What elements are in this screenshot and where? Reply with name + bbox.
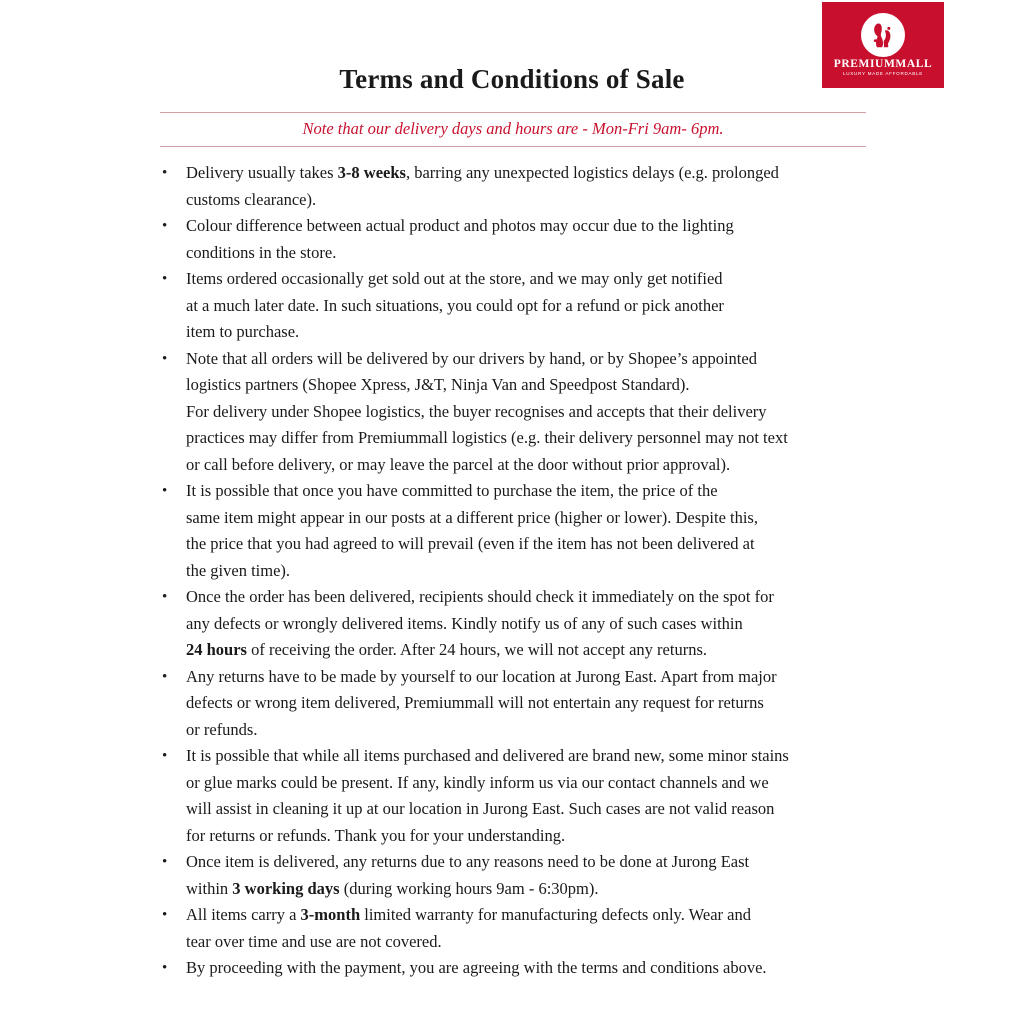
terms-list-item — [150, 478, 880, 584]
terms-list — [150, 160, 880, 982]
terms-line: the price that you had agreed to will prevail (even if the item has not been delivered at — [186, 534, 755, 553]
terms-line: • Colour difference between actual product and photos may occur due to the lighting — [186, 216, 734, 235]
terms-line: • Any returns have to be made by yourself to our location at Jurong East. Apart from major — [186, 666, 777, 686]
delivery-notice-band — [160, 112, 866, 147]
terms-line: • Once the order has been delivered, recipients should check it immediately on the spot for — [186, 587, 774, 606]
terms-line: or refunds. — [186, 719, 258, 739]
terms-list-item — [150, 955, 880, 982]
terms-list-item — [150, 664, 880, 744]
terms-line: same item might appear in our posts at a different price (higher or lower). Despite this, — [186, 507, 758, 527]
terms-content — [150, 160, 880, 982]
terms-line: the given time). — [186, 560, 291, 580]
terms-line: any defects or wrongly delivered items. Kindly notify us of any of such cases within — [186, 613, 743, 633]
terms-line: at a much later date. In such situations, you could opt for a refund or pick another — [186, 295, 724, 315]
terms-line: • All items carry a 3-month limited warranty for manufacturing defects only. Wear and — [186, 905, 752, 924]
terms-line: defects or wrong item delivered, Premiummall will not entertain any request for returns — [186, 693, 764, 712]
terms-line: • Items ordered occasionally get sold out at the store, and we may only get notified — [186, 269, 723, 288]
terms-line: will assist in cleaning it up at our location in Jurong East. Such cases are not valid reason — [186, 799, 775, 818]
terms-line: or glue marks could be present. If any, kindly inform us via our contact channels and we — [186, 772, 769, 792]
dog-and-cat-icon — [861, 13, 905, 57]
emphasis-text: 3-8 weeks — [337, 163, 406, 182]
terms-line: customs clearance). — [186, 189, 317, 209]
terms-list-item — [150, 266, 880, 346]
terms-list-item — [150, 160, 880, 213]
terms-line: or call before delivery, or may leave the parcel at the door without prior approval). — [186, 454, 731, 474]
emphasis-text: 3-month — [300, 905, 361, 924]
terms-list-item — [150, 213, 880, 266]
emphasis-text: 24 hours — [186, 640, 247, 659]
terms-line: conditions in the store. — [186, 242, 337, 262]
terms-line: within 3 working days (during working hours 9am - 6:30pm). — [186, 878, 599, 898]
terms-line: • Once item is delivered, any returns due to any reasons need to be done at Jurong East — [186, 852, 750, 871]
terms-list-item — [150, 584, 880, 664]
divider-bottom — [160, 146, 866, 147]
terms-list-item — [150, 902, 880, 955]
page-title: Terms and Conditions of Sale — [339, 64, 685, 94]
terms-list-item — [150, 849, 880, 902]
terms-line: for returns or refunds. Thank you for your understanding. — [186, 825, 566, 845]
terms-line: tear over time and use are not covered. — [186, 931, 442, 951]
emphasis-text: 3 working days — [232, 878, 340, 898]
terms-line: • Delivery usually takes 3-8 weeks, barring any unexpected logistics delays (e.g. prolonged — [186, 163, 779, 182]
terms-line: • Note that all orders will be delivered by our drivers by hand, or by Shopee’s appointed — [186, 348, 757, 368]
terms-line: item to purchase. — [186, 322, 300, 341]
terms-line: • It is possible that while all items purchased and delivered are brand new, some minor stains — [186, 746, 789, 765]
terms-line: 24 hours of receiving the order. After 24 hours, we will not accept any returns. — [186, 640, 708, 659]
terms-line: logistics partners (Shopee Xpress, J&T, Ninja Van and Speedpost Standard). — [186, 375, 690, 394]
delivery-notice-text: Note that our delivery days and hours are - Mon-Fri 9am- 6pm. — [302, 119, 724, 138]
terms-line: practices may differ from Premiummall logistics (e.g. their delivery personnel may not text — [186, 428, 788, 447]
terms-line: For delivery under Shopee logistics, the buyer recognises and accepts that their delivery — [186, 401, 767, 421]
logo-wordmark: PREMIUMMALL — [833, 57, 933, 70]
terms-list-item — [150, 743, 880, 849]
terms-line: • It is possible that once you have committed to purchase the item, the price of the — [186, 481, 718, 500]
logo-tagline: LUXURY MADE AFFORDABLE — [842, 71, 924, 77]
terms-list-item — [150, 346, 880, 479]
terms-line: • By proceeding with the payment, you are agreeing with the terms and conditions above. — [186, 958, 767, 977]
